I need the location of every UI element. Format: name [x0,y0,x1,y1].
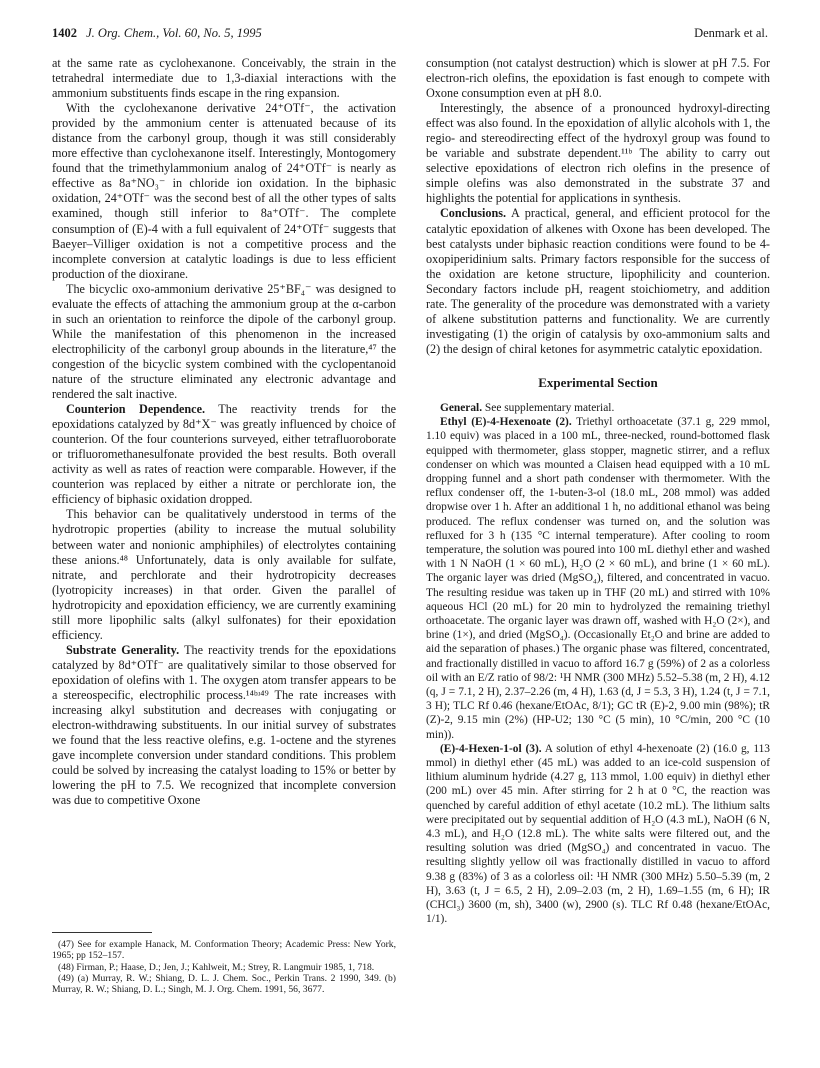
running-head-authors: Denmark et al. [694,26,768,40]
paragraph [426,206,770,356]
footnote-48: (48) Firman, P.; Haase, D.; Jen, J.; Kahlweit, M.; Strey, R. Langmuir 1985, 1, 718. [58,961,375,973]
paragraph-text: Triethyl orthoacetate (37.1 g, 229 mmol, 1.10 equiv) was placed in a 100 mL, three-necked, round-bottomed flask equipped with thermometer, glass stopper, magnetic stirrer, and a reflux condenser on which was mounted a Claisen head equipped with a 10 mL dropping funnel and a short path condenser with thermometer. With the reflux condenser off, the 1-buten-3-ol (18.0 mL, 208 mmol) was added dropwise over 1 h. After an additional 1 h, no additional ethanol was being produced. The reflux condenser was turned on, and the solution was refluxed for 3 h (135 °C internal temperature). After cooling to room temperature, the solution was poured into 100 mL diethyl ether and washed with 1 N NaOH (1 × 60 mL), H₂O (2 × 60 mL), and brine (1 × 60 mL). The organic layer was dried (MgSO₄), filtered, and concentrated in vacuo. The resulting residue was taken up in THF (20 mL) and stirred with 10% aqueous HCl (20 mL) for 20 min to hydrolyzed the remaining triethyl orthoacetate. The organic layer was drawn off, washed with H₂O (2×), and brine (1×), and dried (MgSO₄). (Occasionally Et₂O and brine are added to aid the separation of phases.) The organic phase was filtered, concentrated, and fractionally distilled in vacuo to afford 16.7 g (59%) of 2 as a colorless oil with an E/Z ratio of 98/2: ¹H NMR (300 MHz) 5.52–5.38 (m, 2 H), 4.12 (q, J = 7.1, 2 H), 2.37–2.26 (m, 4 H), 1.63 (d, J = 5.3, 3 H), 1.24 (t, J = 7.1, 3 H); TLC Rf 0.46 (hexane/EtOAc, 8/1); GC tR (E)-2, 9.00 min (98%); tR (Z)-2, 9.15 min (2%) (HP-U2; 130 °C (5 min), 10 °C/min, 200 °C (10 min)). [426,416,770,741]
section-title: Experimental Section [538,374,658,390]
paragraph [52,402,396,507]
page-number: 1402 [52,26,77,40]
footnote-49: (49) (a) Murray, R. W.; Shiang, D. L. J. Chem. Soc., Perkin Trans. 2 1990, 349. (b) Murray, R. W.; Shiang, D. L.; Singh, M. J. Org. Chem. 1991, 56, 3677. [52,972,396,996]
footnote-47: (47) See for example Hanack, M. Conformation Theory; Academic Press: New York, 1965; pp 152–157. [52,939,396,962]
left-column [52,56,396,808]
paragraph: With the cyclohexanone derivative 24⁺OTf⁻, the activation provided by the ammonium center is attenuated because of its distance from the carbonyl group, though it was still considerably more effective than cyclohexanone itself. Interestingly, Montogomery found that the trimethylammonium analog of 24⁺OTf⁻ is nearly as effective as 8a⁺NO₃⁻ in chloride ion oxidation. In the biphasic oxidation, 24⁺OTf⁻ was the second best of all the other types of salts examined, though still inferior to 8a⁺OTf⁻. The complete consumption of (E)-4 with a full equivalent of 24⁺OTf⁻ suggests that Baeyer–Villiger oxidation is not a competitive process and the incomplete conversion at catalytic loadings is due to less efficient production of the dioxirane. [52,101,396,281]
paragraph [52,643,396,809]
right-column [426,56,770,927]
paragraph: Interestingly, the absence of a pronounced hydroxyl-directing effect was also found. In the epoxidation of allylic alcohols with 1, the regio- and stereodirecting effect of the hydroxyl group was found to be variable and substrate dependent.¹¹ᵇ The ability to carry out selective epoxidations of electron rich olefins in the presence of simple olefins was also demonstrated in the substrate 37 and highlights the potential for applications in synthesis. [426,101,770,206]
paragraph [426,742,770,927]
paragraph-text: See supplementary material. [482,401,615,414]
paragraph [426,401,770,415]
paragraph: The bicyclic oxo-ammonium derivative 25⁺BF₄⁻ was designed to evaluate the effects of attaching the ammonium group at the α-carbon in such an orientation to reinforce the dipole of the carbonyl group. While the manifestation of this phenomenon in the increased electrophilicity of the carbonyl group abounds in the literature,⁴⁷ the congestion of the bicyclic system combined with the cyclopentanoid nature of the structure eliminated any electronic advantage and rendered the salt inactive. [52,281,396,402]
run-in-heading: (E)-4-Hexen-1-ol (3). [440,742,542,755]
run-in-heading: General. [440,401,483,414]
paragraph-text: A solution of ethyl 4-hexenoate (2) (16.0 g, 113 mmol) in diethyl ether (45 mL) was added to an ice-cold suspension of lithium aluminum hydride (4.27 g, 113 mmol, 1.00 equiv) in diethyl ether (200 mL) over 45 min. After stirring for 2 h at 0 °C, the reaction was quenched by careful addition of ethyl acetate (10.2 mL). The lithium salts were precipitated out by sequential addition of H₂O (4.3 mL), NaOH (6 N, 4.3 mL), and H₂O (12.8 mL). The white salts were filtered out, and the resulting solution was dried (MgSO₄) and concentrated in vacuo. The resulting slightly yellow oil was fractionally distilled in vacuo to afford 9.38 g (83%) of 3 as a colorless oil: ¹H NMR (300 MHz) 5.50–5.39 (m, 2 H), 3.63 (t, J = 6.5, 2 H), 2.09–2.03 (m, 2 H), 1.69–1.55 (m, 6 H); IR (CHCl₃) 3600 (m, sh), 3400 (w), 2900 (s). TLC Rf 0.48 (hexane/EtOAc, 1/1). [426,742,770,926]
experimental-section [426,401,770,927]
run-in-heading: Ethyl (E)-4-Hexenoate (2). [440,416,572,429]
run-in-heading: Conclusions. [440,206,507,221]
paragraph: consumption (not catalyst destruction) which is slower at pH 7.5. For electron-rich olefins, the epoxidation is fast enough to compete with Oxone consumption even at pH 8.0. [426,56,770,101]
run-in-heading: Counterion Dependence. [66,402,206,417]
paragraph-text: The reactivity trends for the epoxidations catalyzed by 8d⁺OTf⁻ are qualitatively similar to those observed for epoxidation of olefins with 1. The oxygen atom transfer appears to be a stereospecific, electrophilic process.¹⁴ᵇʴ⁴⁹ The rate increases with increasing alkyl substitution and decreases with conjugating or electron-withdrawing substituents. In our initial survey of substrates we found that the less reactive olefins, e.g. 1-octene and the styrenes gave incomplete conversion under standard conditions. This problem could be solved by increasing the catalyst loading to 15% or better by lowering the pH to 7.5. We recognized that incomplete conversion was due to competitive Oxone [52,642,396,808]
page-header [52,26,768,44]
paragraph: at the same rate as cyclohexanone. Conceivably, the strain in the tetrahedral intermediate due to 1,3-diaxial interactions with the ammonium substituents finds escape in the ring expansion. [52,56,396,101]
journal-citation: J. Org. Chem., Vol. 60, No. 5, 1995 [86,26,262,40]
paragraph-text: The reactivity trends for the epoxidations catalyzed by 8d⁺X⁻ was greatly influenced by choice of counterion. Of the four counterions surveyed, either tetrafluoroborate or trifluoromethanesulfonate provided the best results. Both overall activity as well as rates of reaction were comparable. However, if the counterion was replaced by either a nitrate or perchlorate ion, the efficiency of biphasic oxidation dropped. [52,402,396,507]
paragraph [426,415,770,742]
paragraph-text: A practical, general, and efficient protocol for the catalytic epoxidation of alkenes with Oxone has been developed. The best catalysts under biphasic reaction conditions were found to be 4-oxopiperidinium salts. Primary factors responsible for the success of the oxidation are ketone structure, lipophilicity and counterion. Secondary factors include pH, reagent stoichiometry, and addition rate. The generality of the procedure was demonstrated with a variety of alkene substitution patterns and functionality. We are currently investigating (1) the origin of catalysis by oxo-ammonium salts and (2) the design of chiral ketones for asymmetric catalytic epoxidation. [426,206,770,356]
footnote-rule [52,932,152,933]
footnotes [52,932,396,995]
run-in-heading: Substrate Generality. [66,642,180,657]
paragraph: This behavior can be qualitatively understood in terms of the hydrotropic properties (ability to increase the mutual solubility between water and nonionic amphiphiles) of electrolytes containing these anions.⁴⁸ Unfortunately, data is only available for sulfate, nitrate, and perchlorate and their hydrotropicity decreases (lyotropicity increases) in that order. Given the parallel of hydrotropicity and epoxidation efficiency, we are currently examining still more lipophilic salts (alkyl sulfonates) for their epoxidation efficiency. [52,507,396,642]
